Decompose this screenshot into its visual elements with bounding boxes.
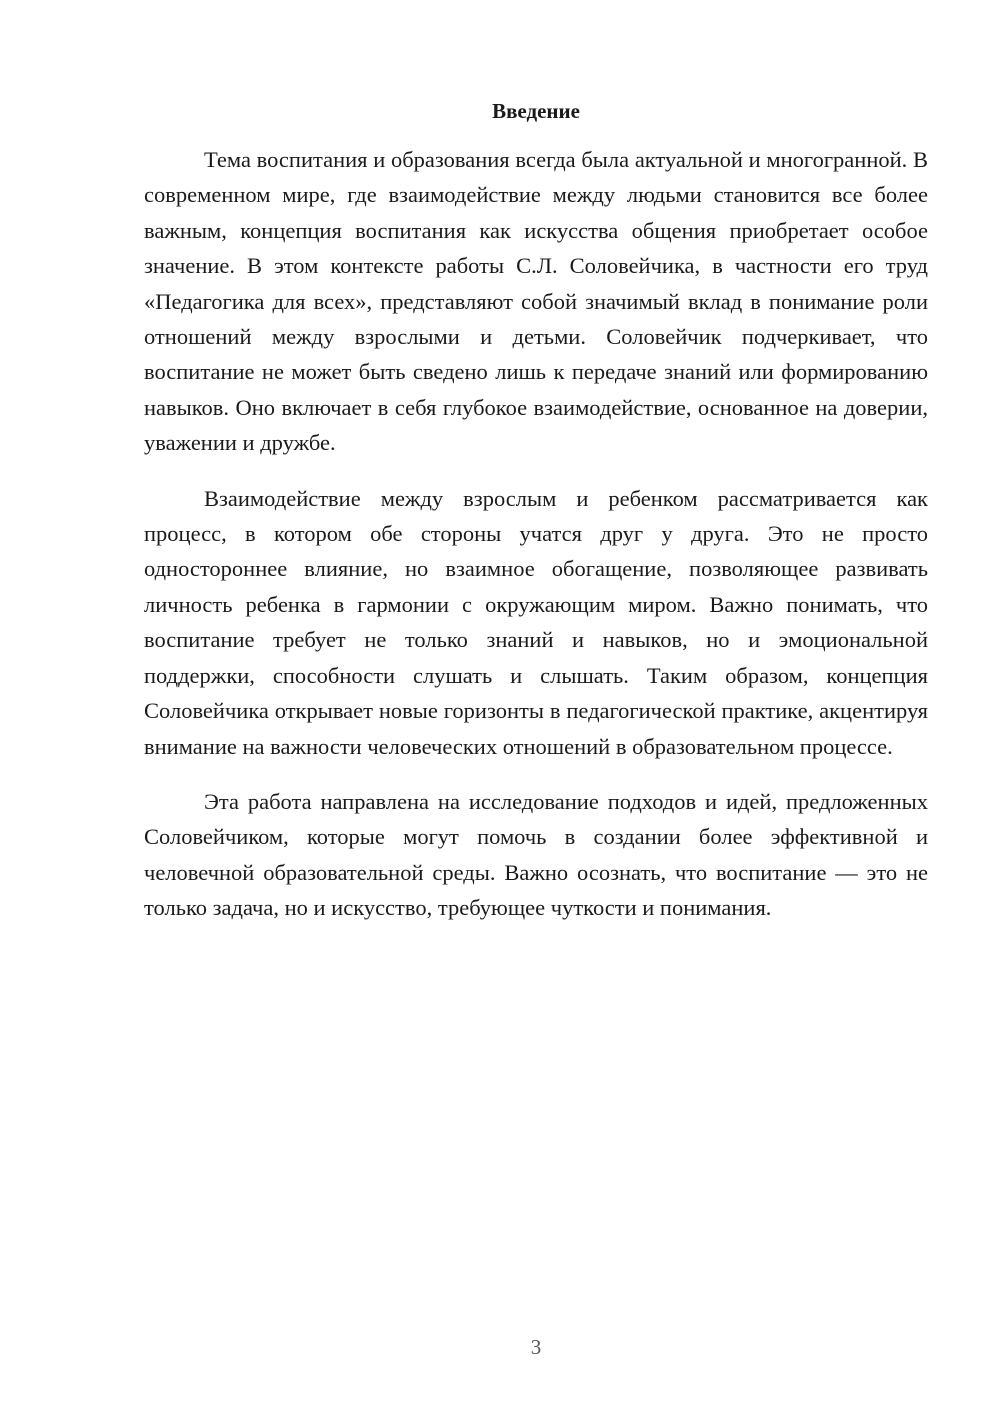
paragraph-3: Эта работа направлена на исследование подходов и идей, предложенных Соловейчиком, которые могут помочь в создании более эффективной и человечной образовательной среды. Важно осознать, что воспитание — это не только задача, но и искусство, требующее чуткости и понимания. <box>144 788 928 921</box>
body-text <box>144 142 928 926</box>
paragraph-1: Тема воспитания и образования всегда была актуальной и многогранной. В современном мире, где взаимодействие между людьми становится все более важным, концепция воспитания как искусства общения приобретает особое значение. В этом контексте работы С.Л. Соловейчика, в частности его труд «Педагогика для всех», представляют собой значимый вклад в понимание роли отношений между взрослыми и детьми. Соловейчик подчеркивает, что воспитание не может быть сведено лишь к передаче знаний или формированию навыков. Оно включает в себя глубокое взаимодействие, основанное на доверии, уважении и дружбе. <box>144 147 928 456</box>
section-heading: Введение <box>492 99 580 123</box>
paragraph-2: Взаимодействие между взрослым и ребенком рассматривается как процесс, в котором обе стороны учатся друг у друга. Это не просто одностороннее влияние, но взаимное обогащение, позволяющее развивать личность ребенка в гармонии с окружающим миром. Важно понимать, что воспитание требует не только знаний и навыков, но и эмоциональной поддержки, способности слушать и слышать. Таким образом, концепция Соловейчика открывает новые горизонты в педагогической практике, акцентируя внимание на важности человеческих отношений в образовательном процессе. <box>144 485 928 759</box>
page-number: 3 <box>530 1335 542 1359</box>
